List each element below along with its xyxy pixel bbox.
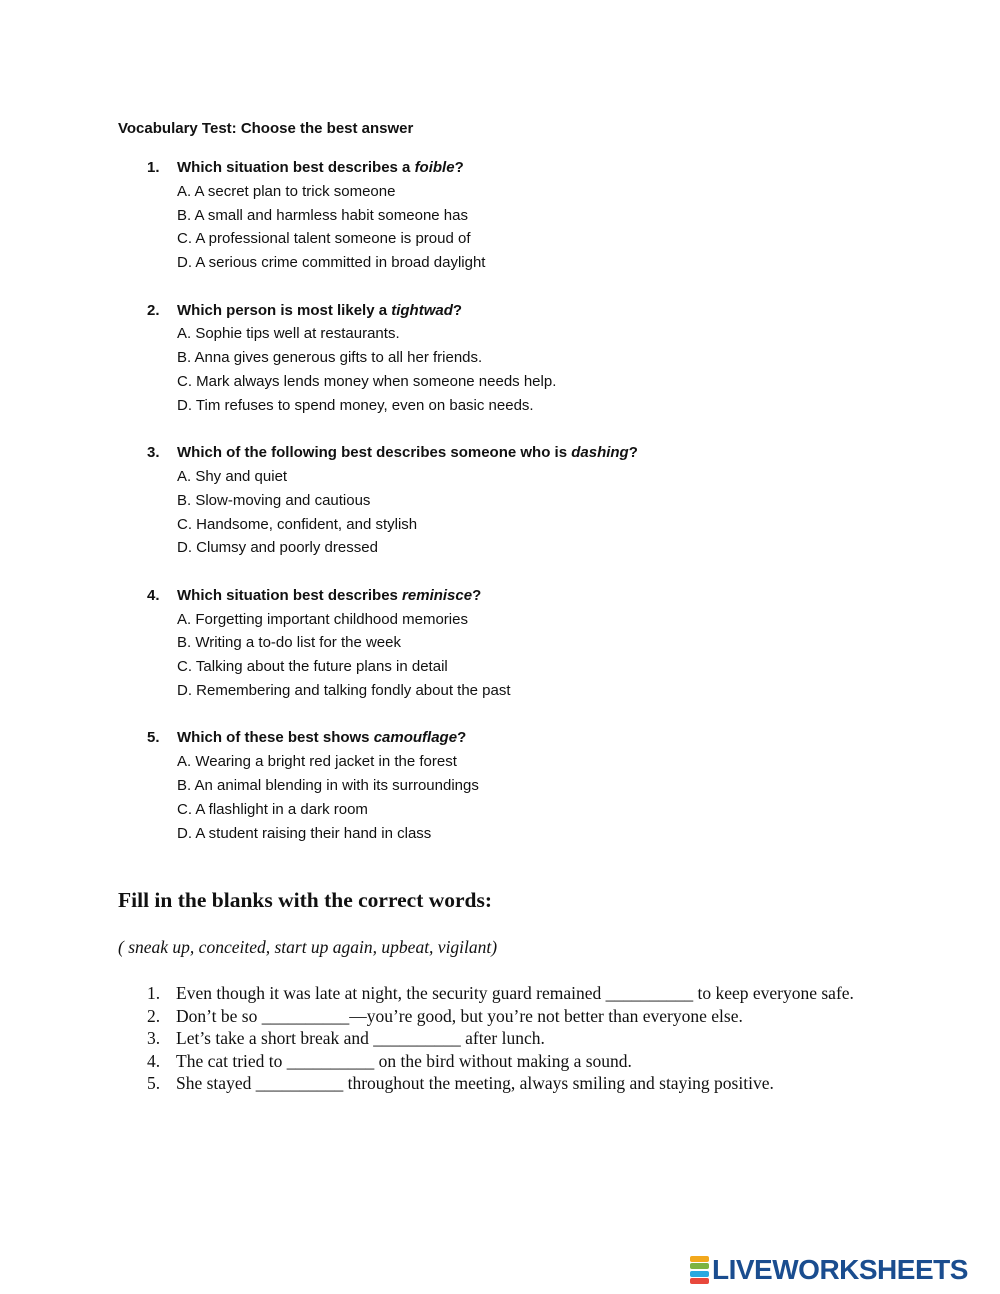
fill-in-list <box>147 982 867 1095</box>
answer-option-a[interactable]: A. Shy and quiet <box>177 467 288 485</box>
logo-block <box>690 1271 709 1277</box>
question-number: 2. <box>147 301 160 319</box>
question-text: Which of these best shows camouflage? <box>177 729 467 747</box>
fill-in-sentence[interactable]: Let’s take a short break and __________ after lunch. <box>176 1028 545 1048</box>
vocabulary-word: camouflage <box>373 729 458 747</box>
vocabulary-word: dashing <box>571 444 629 462</box>
answer-option-c[interactable]: C. Talking about the future plans in detail <box>177 658 448 676</box>
question-5-prompt <box>147 726 847 750</box>
logo-block <box>690 1278 709 1284</box>
vocabulary-word: tightwad <box>391 301 453 319</box>
fill-in-item <box>147 1027 867 1050</box>
question-3 <box>147 441 847 560</box>
fill-in-number: 1. <box>147 983 161 1003</box>
page-title: Vocabulary Test: Choose the best answer <box>118 120 414 137</box>
question-text: Which situation best describes a foible? <box>177 159 464 176</box>
fill-in-sentence[interactable]: Even though it was late at night, the security guard remained __________ to keep everyone safe. <box>176 983 854 1003</box>
question-number: 5. <box>147 729 160 747</box>
answer-option-c[interactable]: C. Mark always lends money when someone needs help. <box>177 372 557 390</box>
multiple-choice-section <box>147 156 847 869</box>
question-number: 1. <box>147 159 160 176</box>
fill-in-number: 4. <box>147 1050 161 1071</box>
logo-wordmark: LIVEWORKSHEETS <box>712 1254 968 1285</box>
answer-option-b[interactable]: B. Anna gives generous gifts to all her friends. <box>177 349 483 367</box>
answer-option-c[interactable]: C. Handsome, confident, and stylish <box>177 515 418 533</box>
fill-in-sentence[interactable]: The cat tried to __________ on the bird without making a sound. <box>176 1050 632 1071</box>
answer-option-b[interactable]: B. A small and harmless habit someone has <box>177 206 468 224</box>
fill-in-number: 3. <box>147 1028 161 1048</box>
answer-option-b[interactable]: B. Writing a to-do list for the week <box>177 634 401 652</box>
fill-in-sentence[interactable]: She stayed __________ throughout the meeting, always smiling and staying positive. <box>176 1073 774 1093</box>
fill-in-number: 2. <box>147 1005 161 1026</box>
question-5 <box>147 726 847 845</box>
answer-option-a[interactable]: A. Wearing a bright red jacket in the forest <box>177 753 457 771</box>
fill-in-item <box>147 1050 867 1073</box>
question-3-prompt <box>147 441 847 465</box>
answer-option-a[interactable]: A. A secret plan to trick someone <box>177 182 396 200</box>
fill-in-item <box>147 982 867 1005</box>
answer-option-d[interactable]: D. Tim refuses to spend money, even on basic needs. <box>177 396 534 414</box>
vocabulary-word: reminisce <box>402 586 473 604</box>
word-bank: ( sneak up, conceited, start up again, upbeat, vigilant) <box>118 937 498 957</box>
logo-block <box>690 1256 709 1262</box>
answer-option-c[interactable]: C. A flashlight in a dark room <box>177 800 368 818</box>
fill-in-sentence[interactable]: Don’t be so __________—you’re good, but you’re not better than everyone else. <box>176 1005 743 1026</box>
answer-option-d[interactable]: D. A serious crime committed in broad daylight <box>177 254 486 272</box>
answer-option-d[interactable]: D. Clumsy and poorly dressed <box>177 539 378 557</box>
liveworksheets-logo-icon <box>690 1256 709 1284</box>
answer-option-c[interactable]: C. A professional talent someone is proud of <box>177 230 471 248</box>
logo-block <box>690 1263 709 1269</box>
fill-in-number: 5. <box>147 1073 161 1093</box>
fill-in-heading: Fill in the blanks with the correct words: <box>118 888 493 912</box>
answer-option-d[interactable]: D. Remembering and talking fondly about the past <box>177 681 511 699</box>
answer-option-d[interactable]: D. A student raising their hand in class <box>177 824 432 842</box>
question-1-prompt <box>147 156 847 180</box>
question-4 <box>147 584 847 703</box>
fill-in-item <box>147 1005 867 1028</box>
question-number: 3. <box>147 444 160 462</box>
question-text: Which situation best describes reminisce? <box>177 586 482 604</box>
answer-option-a[interactable]: A. Sophie tips well at restaurants. <box>177 325 400 343</box>
answer-option-b[interactable]: B. Slow-moving and cautious <box>177 491 371 509</box>
fill-in-item <box>147 1072 867 1095</box>
question-4-prompt <box>147 584 847 608</box>
question-1 <box>147 156 847 275</box>
liveworksheets-logo <box>690 1254 968 1286</box>
question-2-prompt <box>147 299 847 323</box>
answer-option-b[interactable]: B. An animal blending in with its surroundings <box>177 776 479 794</box>
question-text: Which of the following best describes someone who is dashing? <box>177 444 638 462</box>
answer-option-a[interactable]: A. Forgetting important childhood memories <box>177 610 468 628</box>
question-2 <box>147 299 847 418</box>
vocabulary-word: foible <box>414 159 455 176</box>
question-number: 4. <box>147 586 160 604</box>
question-text: Which person is most likely a tightwad? <box>177 301 463 319</box>
